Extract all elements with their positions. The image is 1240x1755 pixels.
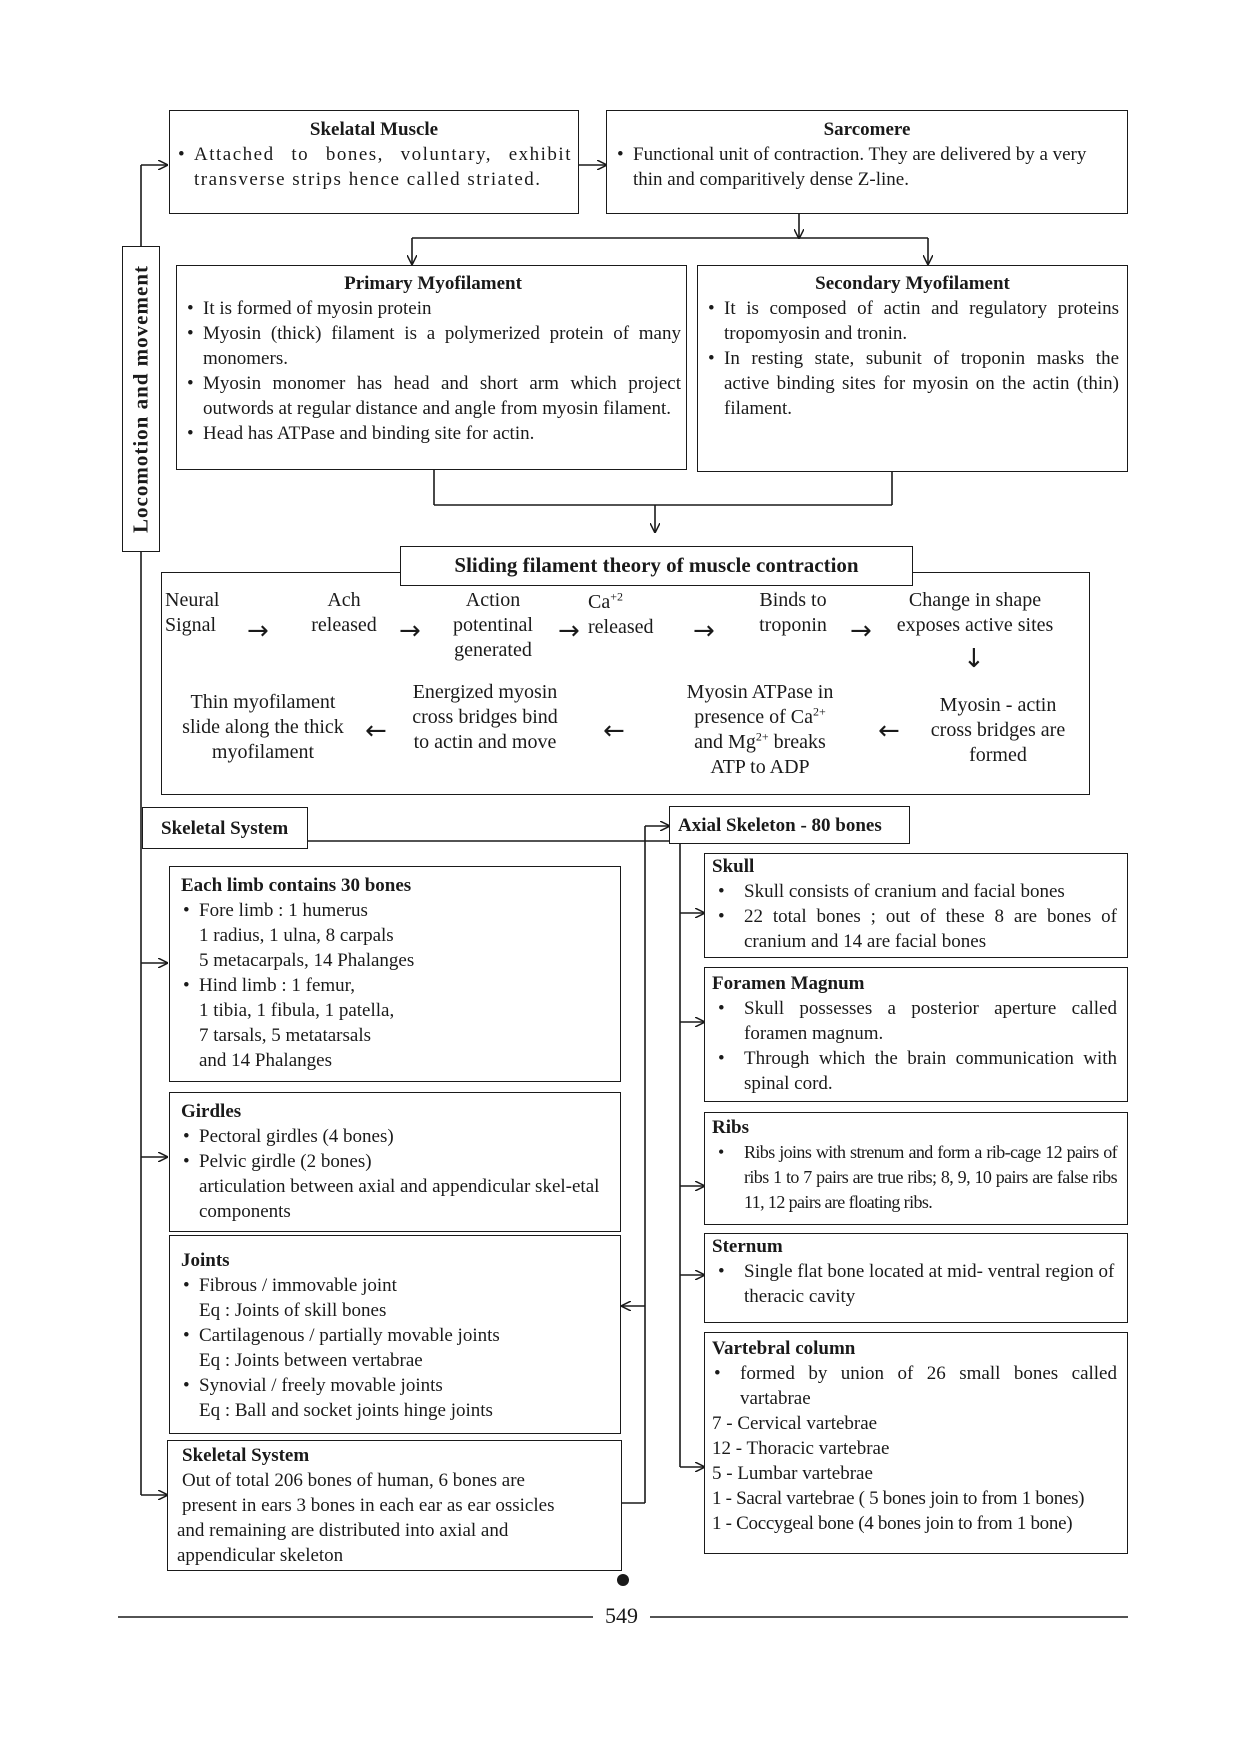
- arrow-right-icon: →: [693, 616, 715, 646]
- skeletal-summary-box: [167, 1440, 622, 1571]
- fore-limb-detail: 5 metacarpals, 14 Phalanges: [199, 950, 415, 971]
- girdle-articulation: articulation between axial and appendicular skel-etal components: [199, 1176, 600, 1222]
- arrow-right-icon: →: [558, 616, 580, 646]
- step-neural-signal: Neural Signal: [165, 589, 220, 636]
- skeletal-muscle-box: [169, 110, 579, 214]
- step-ach-released: Ach released: [311, 589, 377, 636]
- foramen-title: Foramen Magnum: [712, 973, 865, 994]
- vertebral-title: Vartebral column: [712, 1338, 856, 1359]
- vertebra-count: 12 - Thoracic vartebrae: [712, 1438, 890, 1459]
- vertebra-count: 1 - Coccygeal bone (4 bones join to from 1 bone): [712, 1513, 1073, 1534]
- secondary-item: • It is composed of actin and regulatory proteins tropomyosin and tronin.: [706, 296, 1119, 346]
- skeletal-summary-line: Out of total 206 bones of human, 6 bones are: [182, 1470, 525, 1491]
- skeletal-muscle-item: • Attached to bones, voluntary, exhibit transverse strips hence called striated.: [176, 142, 572, 192]
- sarcomere-title: Sarcomere: [823, 119, 911, 140]
- sliding-filament-title: [400, 546, 913, 586]
- arrow-left-icon: ←: [603, 716, 625, 746]
- hind-limb-detail: and 14 Phalanges: [199, 1050, 332, 1071]
- vertebra-count: 1 - Sacral vartebrae ( 5 bones join to from 1 bones): [712, 1488, 1085, 1509]
- arrow-left-icon: ←: [365, 716, 387, 746]
- girdles-title: Girdles: [181, 1101, 242, 1122]
- arrow-right-icon: →: [850, 616, 872, 646]
- vertebra-count: 5 - Lumbar vartebrae: [712, 1463, 873, 1484]
- hind-limb-detail: 1 tibia, 1 fibula, 1 patella,: [199, 1000, 395, 1021]
- arrow-right-icon: →: [247, 616, 269, 646]
- ribs-item: • Ribs joins with strenum and form a rib-cage 12 pairs of ribs 1 to 7 pairs are true ribs; 8, 9, 10 pairs are false ribs 11, 12 pairs are floating ribs.: [712, 1140, 1117, 1215]
- joints-box: [169, 1235, 621, 1434]
- fore-limb-detail: 1 radius, 1 ulna, 8 carpals: [199, 925, 394, 946]
- skull-item: • 22 total bones ; out of these 8 are bones of cranium and 14 are facial bones: [712, 904, 1117, 954]
- girdle-item: • Pelvic girdle (2 bones): [181, 1149, 614, 1174]
- foramen-box: [704, 967, 1128, 1102]
- sternum-item: • Single flat bone located at mid- ventral region of theracic cavity: [712, 1259, 1117, 1309]
- step-myosin-atpase: Myosin ATPase in presence of $Ca^{2+}$ and $Mg^{2+}$ breaks ATP to ADP: [686, 681, 834, 778]
- fore-limb-item: • Fore limb : 1 humerus: [181, 898, 614, 923]
- arrow-left-icon: ←: [878, 716, 900, 746]
- arrow-right-icon: →: [399, 616, 421, 646]
- secondary-myofilament-title: Secondary Myofilament: [815, 273, 1010, 294]
- foramen-item: • Through which the brain communication with spinal cord.: [712, 1046, 1117, 1096]
- primary-item: • Myosin (thick) filament is a polymerized protein of many monomers.: [185, 321, 681, 371]
- sternum-box: [704, 1233, 1128, 1323]
- joint-example: Eq : Joints between vertabrae: [199, 1350, 423, 1371]
- joints-title: Joints: [181, 1250, 230, 1271]
- vertebra-count: 7 - Cervical vartebrae: [712, 1413, 878, 1434]
- hind-limb-detail: 7 tarsals, 5 metatarsals: [199, 1025, 372, 1046]
- axial-skeleton-label: Axial Skeleton - 80 bones: [669, 806, 910, 844]
- girdle-item: • Pectoral girdles (4 bones): [181, 1124, 614, 1149]
- arrow-down-icon: ↓: [963, 644, 985, 674]
- skeletal-summary-line: present in ears 3 bones in each ear as ear ossicles: [182, 1495, 555, 1516]
- limbs-box: [169, 866, 621, 1082]
- sternum-title: Sternum: [712, 1236, 783, 1257]
- step-energized-myosin: Energized myosin cross bridges bind to actin and move: [412, 681, 558, 753]
- step-change-shape: Change in shape exposes active sites: [896, 589, 1054, 636]
- skeletal-summary-line: appendicular skeleton: [177, 1545, 344, 1566]
- foramen-item: • Skull possesses a posterior aperture called foramen magnum.: [712, 996, 1117, 1046]
- step-binds-troponin: Binds to troponin: [759, 589, 827, 636]
- primary-item: • Head has ATPase and binding site for actin.: [185, 421, 681, 446]
- joint-type: • Synovial / freely movable joints: [181, 1373, 614, 1398]
- side-title: Locomotion and movement: [122, 246, 160, 552]
- step-thin-myofilament: Thin myofilament slide along the thick myofilament: [182, 691, 344, 763]
- primary-item: • It is formed of myosin protein: [185, 296, 681, 321]
- skull-item: • Skull consists of cranium and facial bones: [712, 879, 1117, 904]
- joint-example: Eq : Joints of skill bones: [199, 1300, 387, 1321]
- limbs-title: Each limb contains 30 bones: [181, 875, 412, 896]
- skeletal-summary-line: and remaining are distributed into axial and: [177, 1520, 509, 1541]
- skeletal-summary-title: Skeletal System: [182, 1445, 310, 1466]
- page-number: 549: [605, 1603, 638, 1628]
- skeletal-muscle-title: Skelatal Muscle: [309, 119, 439, 140]
- skull-title: Skull: [712, 856, 755, 877]
- joint-type: • Fibrous / immovable joint: [181, 1273, 614, 1298]
- primary-myofilament-box: [176, 265, 687, 470]
- sliding-filament-title-text: Sliding filament theory of muscle contraction: [454, 553, 859, 577]
- vertebral-column-box: [704, 1332, 1128, 1554]
- sarcomere-box: [606, 110, 1128, 214]
- ribs-title: Ribs: [712, 1117, 749, 1138]
- joint-type: • Cartilagenous / partially movable joints: [181, 1323, 614, 1348]
- secondary-item: • In resting state, subunit of troponin masks the active binding sites for myosin on the actin (thin) filament.: [706, 346, 1119, 421]
- step-ca-released: $Ca^{+2}$ released: [588, 589, 654, 638]
- joint-example: Eq : Ball and socket joints hinge joints: [199, 1400, 493, 1421]
- step-cross-bridges: Myosin - actin cross bridges are formed: [930, 694, 1066, 766]
- skull-box: [704, 853, 1128, 958]
- vertebral-item: • formed by union of 26 small bones called vartabrae: [712, 1361, 1117, 1411]
- skeletal-system-label: Skeletal System: [142, 807, 308, 849]
- sarcomere-item: • Functional unit of contraction. They are delivered by a very thin and comparitively dense Z-line.: [615, 142, 1119, 192]
- primary-item: • Myosin monomer has head and short arm which project outwords at regular distance and angle from myosin filament.: [185, 371, 681, 421]
- girdles-box: [169, 1092, 621, 1232]
- primary-myofilament-title: Primary Myofilament: [344, 273, 522, 294]
- step-action-potential: Action potentinal generated: [453, 589, 533, 661]
- secondary-myofilament-box: [697, 265, 1128, 472]
- hind-limb-item: • Hind limb : 1 femur,: [181, 973, 614, 998]
- ribs-box: [704, 1112, 1128, 1225]
